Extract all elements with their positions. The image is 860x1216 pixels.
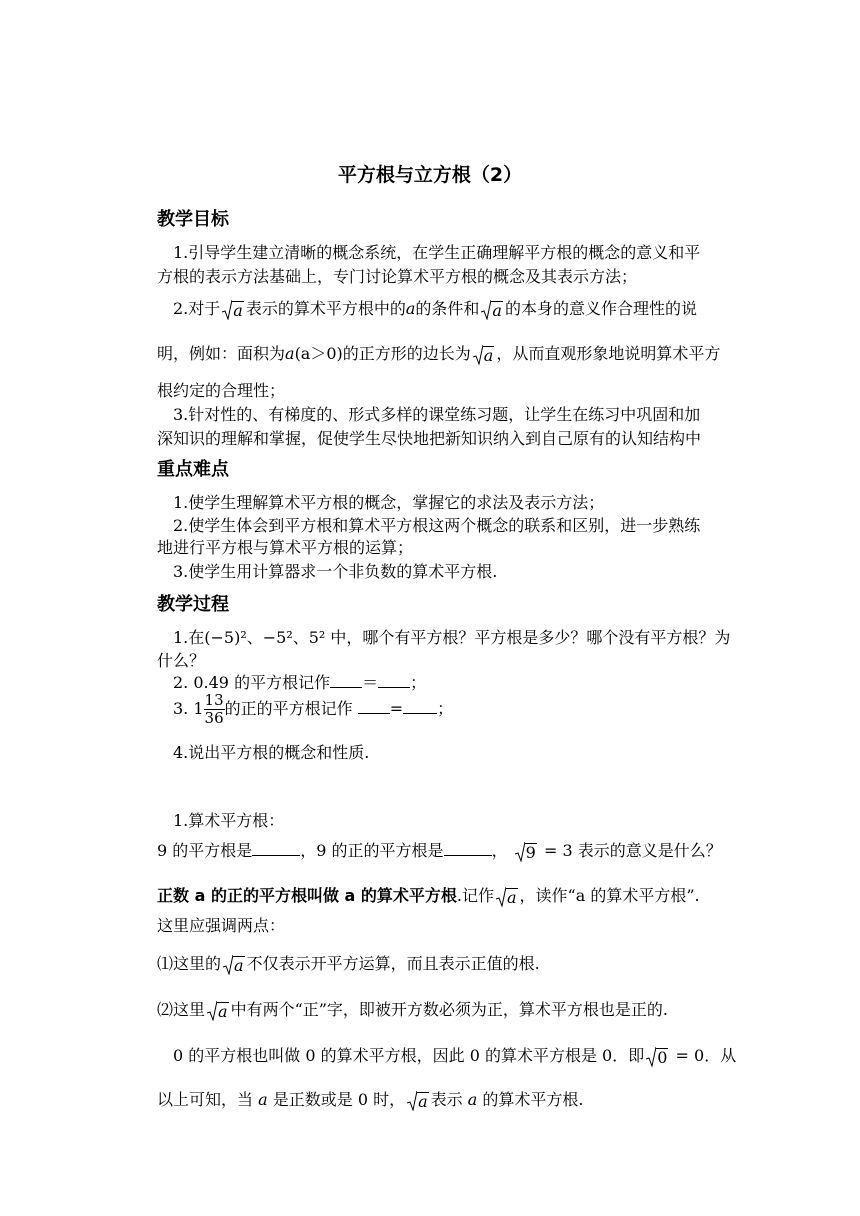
answer-blank[interactable] <box>403 698 437 714</box>
concept-question: 9 的平方根是 ，9 的正的平方根是 ， 9 = 3 表示的意义是什么？ <box>157 841 722 862</box>
key-point-2-line-2: 地进行平方根与算术平方根的运算； <box>157 538 414 557</box>
sqrt-a-expression: a <box>222 300 244 320</box>
sqrt-a-expression: a <box>481 300 503 320</box>
emphasis-point-1: ⑴这里的 a 不仅表示开平方运算，而且表示正值的根. <box>157 954 540 975</box>
answer-blank[interactable] <box>444 840 492 856</box>
goal-3-line-1: 3.针对性的、有梯度的、形式多样的课堂练习题，让学生在练习中巩固和加 <box>173 405 701 424</box>
key-point-2-line-1: 2.使学生体会到平方根和算术平方根这两个概念的联系和区别，进一步熟练 <box>173 516 701 535</box>
key-point-1: 1.使学生理解算术平方根的概念，掌握它的求法及表示方法； <box>173 493 605 512</box>
page-title: 平方根与立方根（2） <box>337 164 523 186</box>
sqrt-a-expression: a <box>473 345 495 365</box>
goal-2-line-3: 根约定的合理性； <box>157 381 286 400</box>
process-3: 3. 1 $\frac{13}{36}$ 的正的平方根记作 = ； <box>173 691 454 727</box>
emphasis-intro: 这里应强调两点： <box>157 916 286 935</box>
goal-3-line-2: 深知识的理解和掌握，促使学生尽快地把新知识纳入到自己原有的认知结构中 <box>157 429 702 448</box>
goal-1-line-1: 1.引导学生建立清晰的概念系统，在学生正确理解平方根的概念的意义和平 <box>173 243 701 262</box>
sqrt-a-expression: a <box>496 887 518 907</box>
emphasis-point-2: ⑵这里 a 中有两个“正”字，即被开方数必须为正，算术平方根也是正的. <box>157 1000 669 1021</box>
answer-blank[interactable] <box>330 672 362 688</box>
process-1-line-2: 什么？ <box>157 651 206 670</box>
section-heading-key-points: 重点难点 <box>157 459 229 480</box>
sqrt-9-expression: 9 <box>515 842 537 862</box>
answer-blank[interactable] <box>358 698 390 714</box>
sqrt-0-expression: 0 <box>646 1047 668 1067</box>
key-point-3: 3.使学生用计算器求一个非负数的算术平方根. <box>173 562 498 581</box>
answer-blank[interactable] <box>252 840 300 856</box>
section-heading-goals: 教学目标 <box>157 209 229 230</box>
sqrt-a-expression: a <box>407 1091 429 1111</box>
sqrt-a-expression: a <box>223 955 245 975</box>
answer-blank[interactable] <box>378 672 410 688</box>
concept-definition: 正数 a 的正的平方根叫做 a 的算术平方根.记作 a ，读作“a 的算术平方根”. <box>157 886 700 907</box>
goal-1-line-2: 方根的表示方法基础上，专门讨论算术平方根的概念及其表示方法； <box>157 267 638 286</box>
mixed-fraction: $\frac{13}{36}$ <box>204 691 224 727</box>
process-4: 4.说出平方根的概念和性质. <box>173 743 370 762</box>
process-2: 2. 0.49 的平方根记作 ＝ ； <box>173 673 427 692</box>
zero-root-line-1: 0 的平方根也叫做 0 的算术平方根，因此 0 的算术平方根是 0．即 0 = 0．从 <box>173 1046 737 1067</box>
concept-heading: 1.算术平方根： <box>173 811 285 830</box>
goal-2-line-1: 2.对于 a 表示的算术平方根中的a的条件和 a 的本身的意义作合理性的说 <box>173 299 697 320</box>
goal-2-line-2: 明，例如：面积为a(a＞0)的正方形的边长为 a ，从而直观形象地说明算术平方 <box>157 344 721 365</box>
section-heading-process: 教学过程 <box>157 594 229 615</box>
sqrt-a-expression: a <box>207 1001 229 1021</box>
process-1-line-1: 1.在(−5)²、−5²、5² 中，哪个有平方根？平方根是多少？哪个没有平方根？为 <box>173 628 731 647</box>
zero-root-line-2: 以上可知，当 a 是正数或是 0 时， a 表示 a 的算术平方根. <box>157 1090 584 1111</box>
